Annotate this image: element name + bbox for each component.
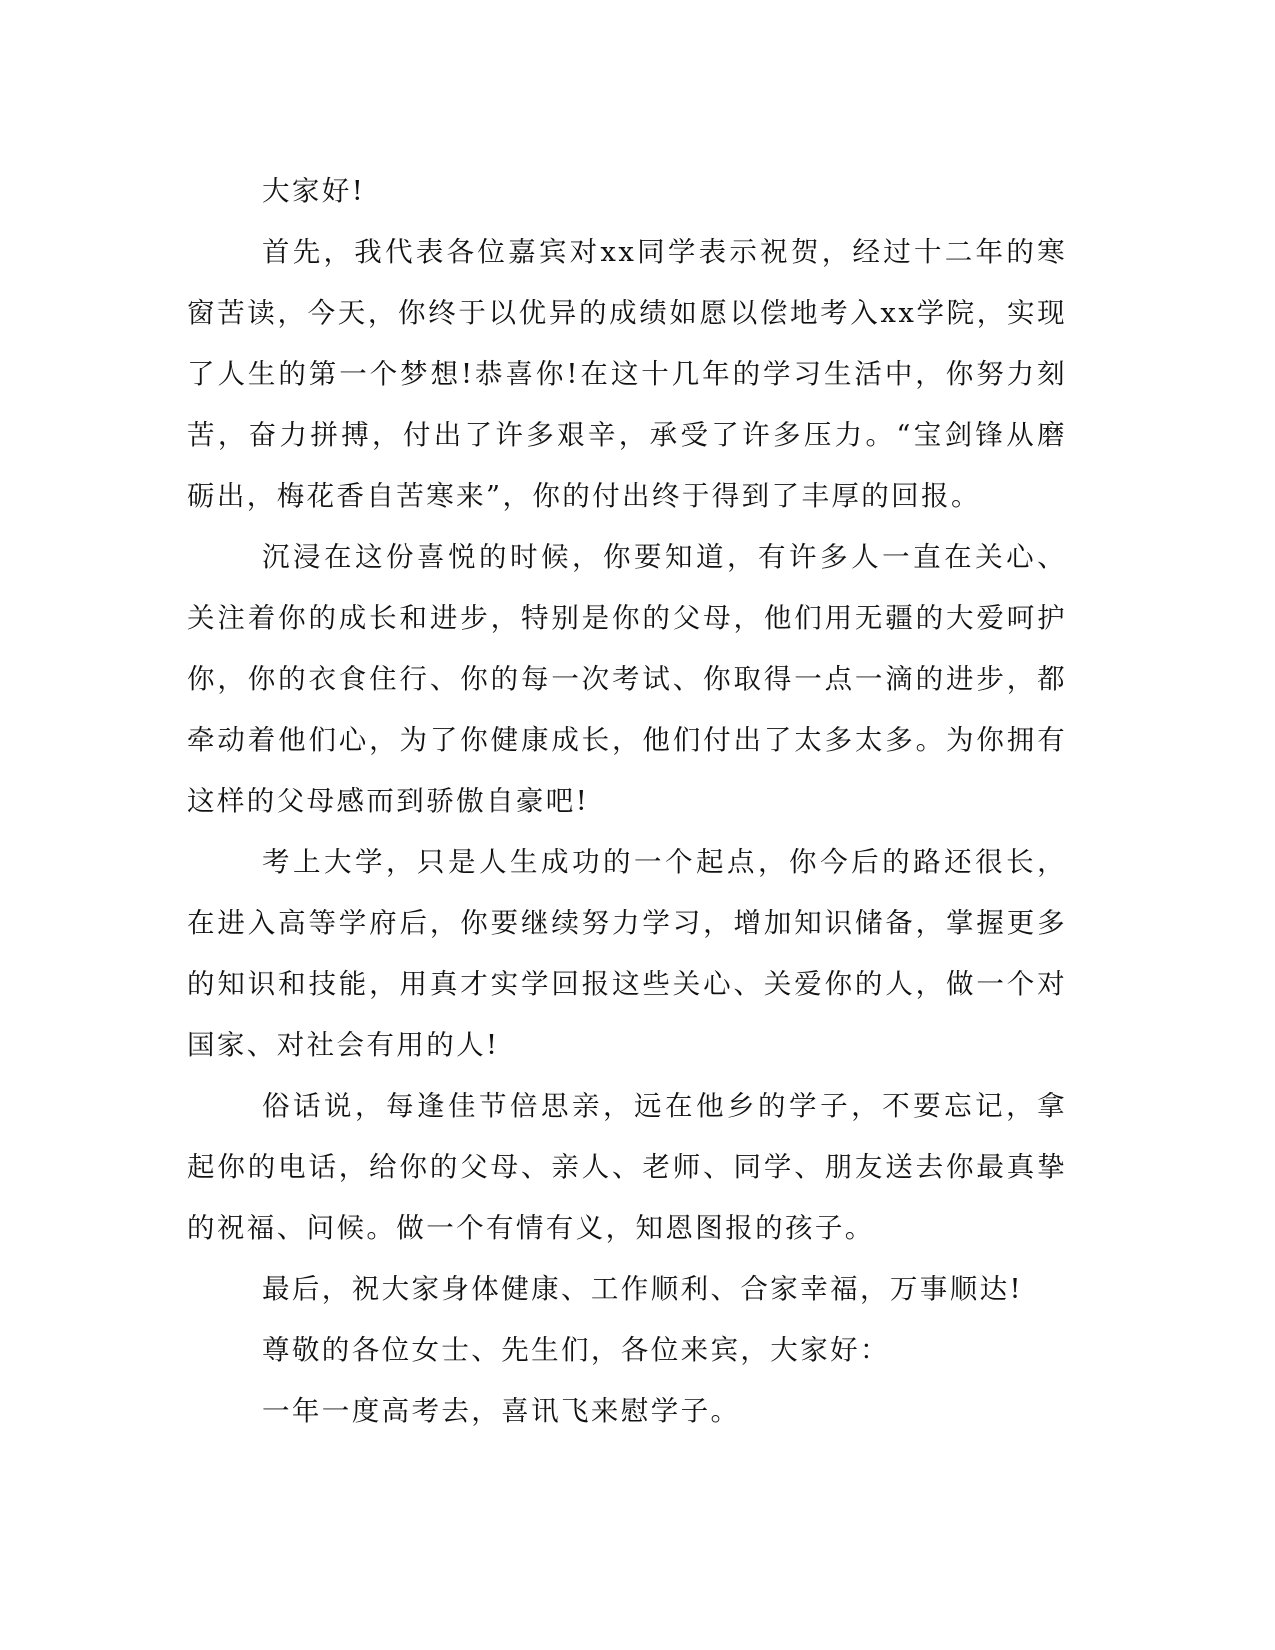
paragraph-verse: 一年一度高考去，喜讯飞来慰学子。 — [262, 1395, 741, 1427]
paragraph-salutation: 尊敬的各位女士、先生们，各位来宾，大家好： — [262, 1334, 890, 1366]
paragraph-family-contact: 俗话说，每逢佳节倍思亲，远在他乡的学子，不要忘记，拿起你的电话，给你的父母、亲人、老师、同学、朋友送去你最真挚的祝福、问候。做一个有情有义，知恩图报的孩子。 — [187, 1090, 1067, 1244]
paragraph-greeting: 大家好! — [262, 175, 366, 207]
paragraph-congratulations: 首先，我代表各位嘉宾对xx同学表示祝贺，经过十二年的寒窗苦读，今天，你终于以优异的成绩如愿以偿地考入xx学院，实现了人生的第一个梦想!恭喜你!在这十几年的学习生活中，你努力刻苦，奋力拼搏，付出了许多艰辛，承受了许多压力。“宝剑锋从磨砺出，梅花香自苦寒来”，你的付出终于得到了丰厚的回报。 — [187, 236, 1067, 512]
paragraph-university: 考上大学，只是人生成功的一个起点，你今后的路还很长，在进入高等学府后，你要继续努力学习，增加知识储备，掌握更多的知识和技能，用真才实学回报这些关心、关爱你的人，做一个对国家、对社会有用的人! — [187, 846, 1067, 1061]
paragraph-closing-wishes: 最后，祝大家身体健康、工作顺利、合家幸福，万事顺达! — [262, 1273, 1023, 1305]
document-body — [187, 161, 1067, 1442]
paragraph-parents: 沉浸在这份喜悦的时候，你要知道，有许多人一直在关心、关注着你的成长和进步，特别是你的父母，他们用无疆的大爱呵护你，你的衣食住行、你的每一次考试、你取得一点一滴的进步，都牵动着他们心，为了你健康成长，他们付出了太多太多。为你拥有这样的父母感而到骄傲自豪吧! — [187, 541, 1067, 817]
